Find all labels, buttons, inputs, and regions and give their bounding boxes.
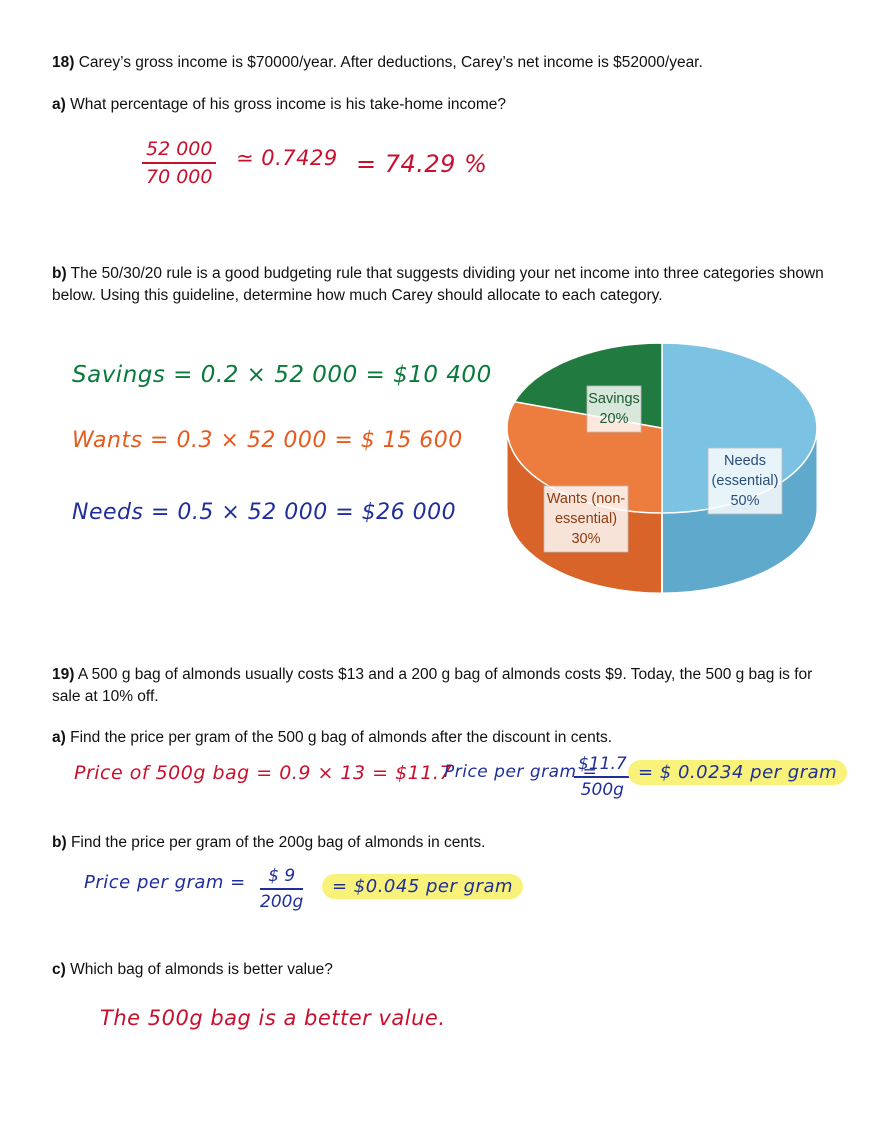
fraction-net-over-gross <box>142 138 216 188</box>
part-text: The 50/30/20 rule is a good budgeting rule that suggests dividing your net income into three categories shown below. Using this guideline, determine how much Carey should allocate to each category. <box>52 265 824 304</box>
highlighted-answer: = $0.045 per gram <box>322 874 523 899</box>
question-19c <box>52 959 842 981</box>
part-text: Find the price per gram of the 200g bag of almonds in cents. <box>70 834 486 851</box>
wants-calculation: Wants = 0.3 × 52 000 = $ 15 600 <box>72 428 463 453</box>
question-text: Carey’s gross income is $70000/year. After deductions, Carey’s net income is $52000/year. <box>78 54 703 71</box>
pie-label-text: Savings <box>588 391 640 407</box>
percent-result: = 74.29 % <box>356 150 488 178</box>
better-value-answer: The 500g bag is a better value. <box>100 1006 446 1030</box>
question-number: 18) <box>52 54 75 71</box>
question-text: A 500 g bag of almonds usually costs $13 and a 200 g bag of almonds costs $9. Today, the 500 g bag is for sale at 10% off. <box>52 666 813 705</box>
price-per-gram-label: Price per gram = <box>84 872 246 893</box>
part-label: a) <box>52 96 66 113</box>
highlighted-answer: = $ 0.0234 per gram <box>628 760 847 785</box>
pie-label-0 <box>708 448 782 514</box>
discounted-price-calculation: Price of 500g bag = 0.9 × 13 = $11.7 <box>74 762 452 784</box>
price-per-gram-result <box>628 762 847 783</box>
part-text: Find the price per gram of the 500 g bag of almonds after the discount in cents. <box>70 729 613 746</box>
price-per-gram-fraction <box>574 754 631 800</box>
part-label: c) <box>52 961 66 978</box>
question-number: 19) <box>52 666 75 683</box>
pie-label-1 <box>544 486 628 552</box>
pie-label-text: (essential) <box>711 473 779 489</box>
question-19 <box>52 664 842 708</box>
fraction-numerator: $ 9 <box>260 866 303 890</box>
pie-label-text: essential) <box>554 511 618 527</box>
question-19a <box>52 727 842 749</box>
price-per-gram-label: Price per gram = <box>444 762 598 782</box>
part-label: b) <box>52 834 67 851</box>
needs-calculation: Needs = 0.5 × 52 000 = $26 000 <box>72 500 457 525</box>
fraction-numerator: $11.7 <box>574 754 631 778</box>
question-18 <box>52 52 842 74</box>
question-18a <box>52 94 842 116</box>
approx-value: ≃ 0.7429 <box>236 146 338 170</box>
pie-label-text: 50% <box>730 493 760 509</box>
pie-label-2 <box>587 386 641 432</box>
pie-label-text: Needs <box>724 453 766 469</box>
part-label: b) <box>52 265 67 282</box>
price-per-gram-fraction <box>260 866 303 912</box>
pie-label-text: Wants (non- <box>546 491 626 507</box>
part-text: What percentage of his gross income is his take-home income? <box>70 96 507 113</box>
fraction-denominator: 500g <box>580 780 624 800</box>
fraction-denominator: 70 000 <box>146 166 213 188</box>
question-18b <box>52 263 842 307</box>
savings-calculation: Savings = 0.2 × 52 000 = $10 400 <box>72 362 492 388</box>
pie-label-text: 30% <box>571 531 601 547</box>
price-per-gram-result <box>322 876 523 897</box>
part-label: a) <box>52 729 66 746</box>
question-19b <box>52 832 842 854</box>
fraction-numerator: 52 000 <box>142 138 216 164</box>
part-text: Which bag of almonds is better value? <box>70 961 333 978</box>
pie-label-text: 20% <box>599 411 629 427</box>
fraction-denominator: 200g <box>260 892 304 912</box>
budget-pie-chart <box>500 336 830 612</box>
